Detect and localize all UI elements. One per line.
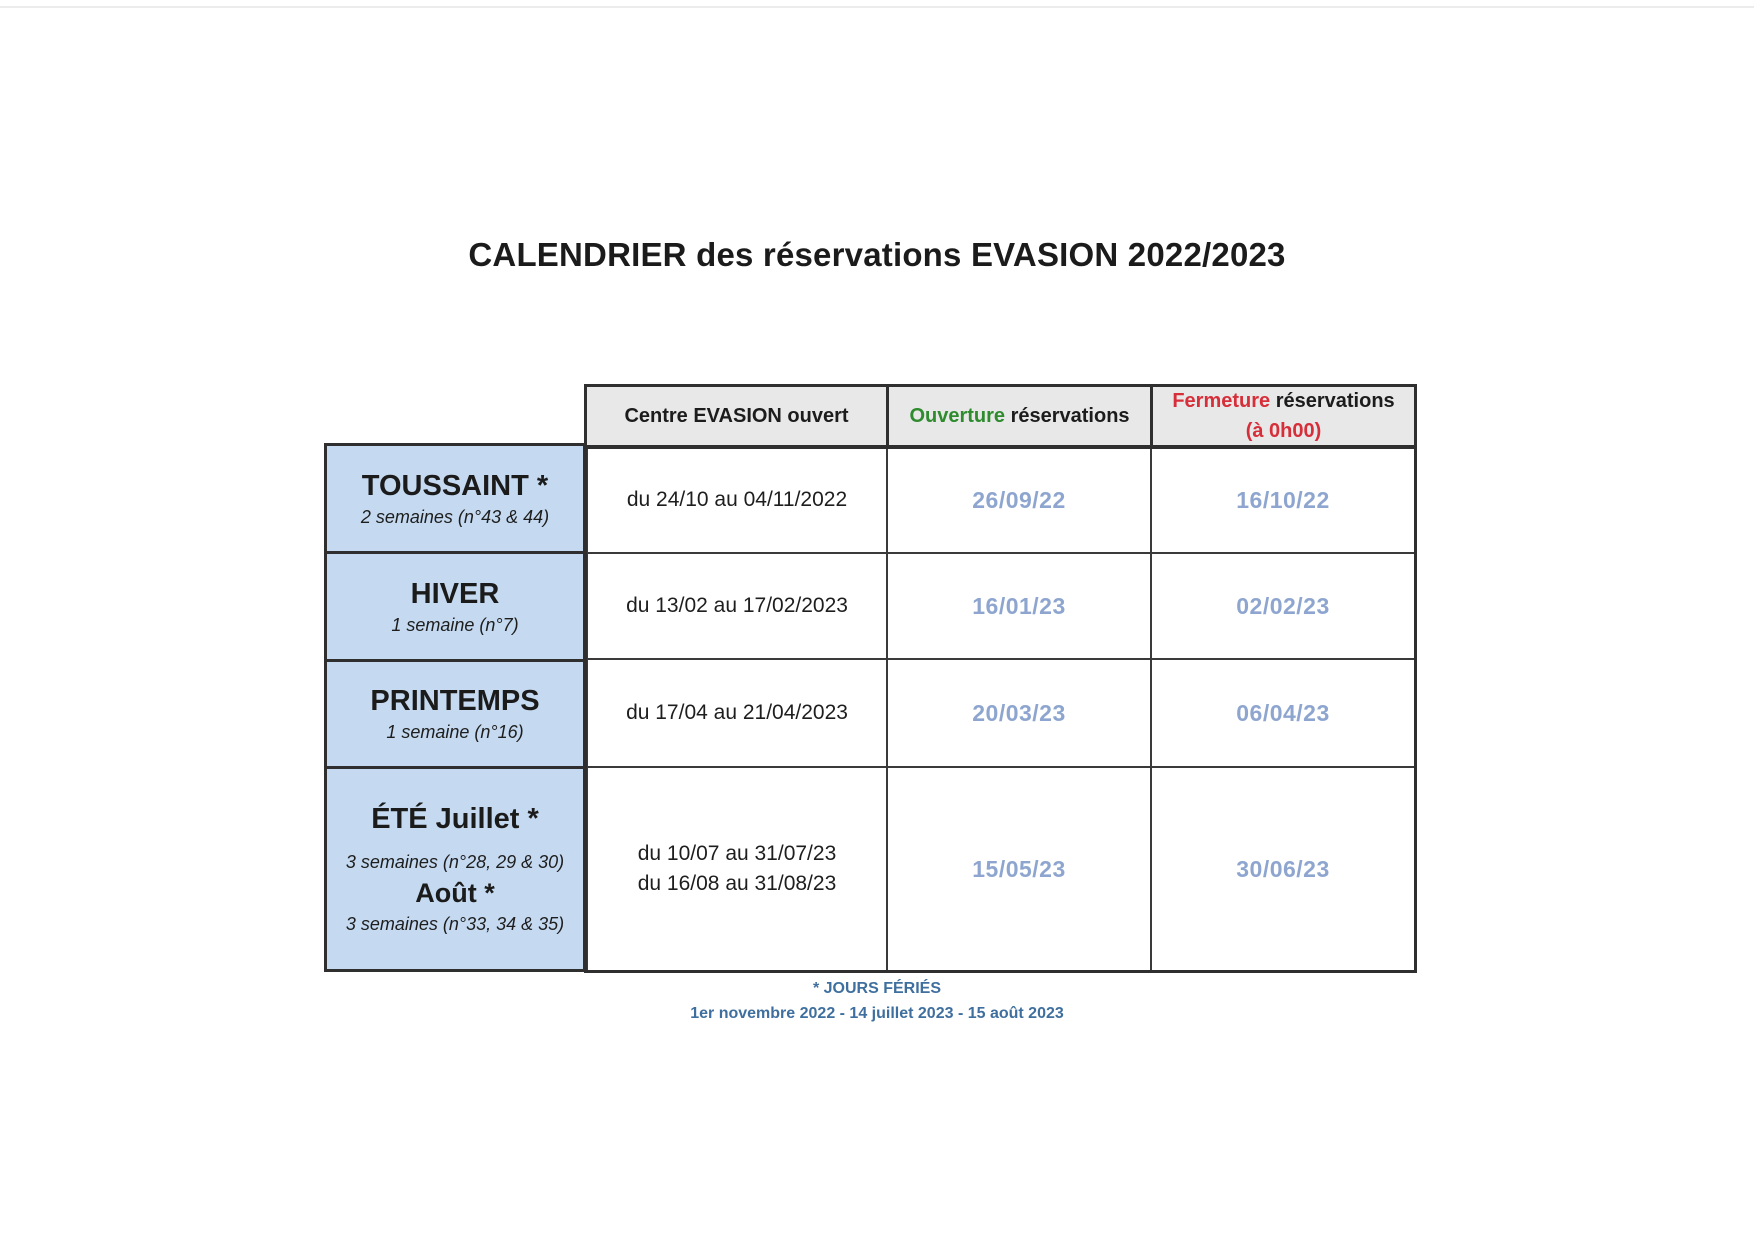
cell-open-period (586, 658, 888, 768)
opening-date: 26/09/22 (972, 486, 1066, 513)
period-hiver (324, 551, 586, 662)
header-fermeture-time: (à 0h00) (1245, 420, 1322, 442)
cell-opening-date (886, 552, 1152, 660)
opening-date: 16/01/23 (972, 592, 1066, 619)
footnote-dates: 1er novembre 2022 - 14 juillet 2023 - 15 août 2023 (690, 1005, 1064, 1022)
period-name: PRINTEMPS (370, 685, 540, 717)
open-period-text: du 13/02 au 17/02/2023 (626, 594, 848, 617)
period-weeks: 1 semaine (n°16) (386, 722, 524, 742)
header-ouverture (886, 384, 1153, 448)
period-toussaint (324, 443, 586, 554)
cell-open-period (586, 446, 888, 554)
closing-date: 30/06/23 (1236, 855, 1330, 882)
cell-open-period (586, 766, 888, 972)
header-fermeture (1150, 384, 1417, 448)
period-name: TOUSSAINT * (361, 469, 549, 502)
page-title: CALENDRIER des réservations EVASION 2022/2023 (468, 236, 1286, 273)
cell-opening-date (886, 766, 1152, 972)
closing-date: 02/02/23 (1236, 592, 1330, 619)
cell-closing-date (1150, 446, 1416, 554)
header-fermeture-rest: réservations (1270, 390, 1395, 412)
closing-date: 06/04/23 (1236, 699, 1330, 726)
period-name: HIVER (410, 577, 500, 610)
period-weeks-august: 3 semaines (n°33, 34 & 35) (345, 914, 565, 934)
period-ete (324, 766, 586, 972)
open-period-text: du 10/07 au 31/07/23 (637, 842, 837, 865)
header-centre-ouvert (584, 384, 889, 448)
footnote-title: * JOURS FÉRIÉS (812, 980, 942, 997)
period-weeks: 3 semaines (n°28, 29 & 30) (345, 852, 565, 872)
period-weeks: 1 semaine (n°7) (391, 614, 519, 635)
cell-opening-date (886, 446, 1152, 554)
period-printemps (324, 659, 586, 769)
open-period-text: du 17/04 au 21/04/2023 (626, 701, 848, 724)
header-fermeture-word: Fermeture (1172, 390, 1271, 412)
open-period-text-august: du 16/08 au 31/08/23 (637, 872, 837, 895)
header-fermeture-label (1172, 386, 1394, 416)
opening-date: 15/05/23 (972, 855, 1066, 882)
cell-open-period (586, 552, 888, 660)
header-ouverture-label (909, 401, 1129, 431)
cell-closing-date (1150, 658, 1416, 768)
cell-closing-date (1150, 766, 1416, 972)
header-centre-ouvert-label: Centre EVASION ouvert (624, 405, 849, 427)
closing-date: 16/10/22 (1236, 486, 1330, 513)
cell-opening-date (886, 658, 1152, 768)
opening-date: 20/03/23 (972, 699, 1066, 726)
cell-closing-date (1150, 552, 1416, 660)
header-ouverture-rest: réservations (1005, 405, 1130, 427)
open-period-text: du 24/10 au 04/11/2022 (626, 488, 848, 511)
scan-top-line (0, 6, 1754, 8)
period-weeks: 2 semaines (n°43 & 44) (360, 506, 550, 527)
period-name: ÉTÉ Juillet * (371, 803, 539, 835)
header-ouverture-word: Ouverture (909, 405, 1006, 427)
period-name-august: Août * (415, 878, 495, 908)
